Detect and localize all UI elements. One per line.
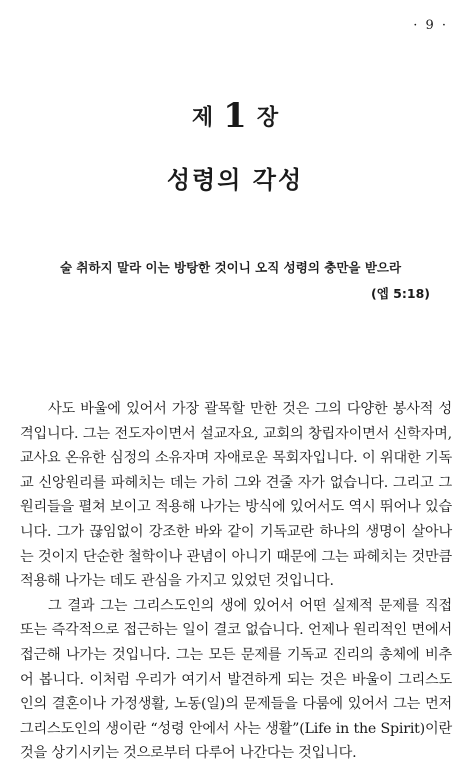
paragraph: 그 결과 그는 그리스도인의 생에 있어서 어떤 실제적 문제를 직접 또는 즉각적으로 접근하는 일이 결코 없습니다. 언제나 원리적인 면에서 접근해 나가는 것입니다. 그는 모든 문제를 기독교 진리의 총체에 비추어 봅니다. 이처럼 우리가 여기서 발견하게 되는 것은 바울이 그리스도인의 결혼이나 가정생활, 노동(일)의 문제들을 다룸에 있어서 그는 먼저 그리스도인의 생이란 “성령 안에서 사는 생활”(Life in the Spirit)이란 것을 상기시키는 것으로부터 다루어 나간다는 것입니다. bbox=[20, 597, 452, 762]
paragraph: 사도 바울에 있어서 가장 괄목할 만한 것은 그의 다양한 봉사적 성격입니다. 그는 전도자이면서 설교자요, 교회의 창립자이면서 신학자며, 교사요 온유한 심정의 소유자며 자애로운 목회자입니다. 이 위대한 기독교 신앙원리를 파헤치는 데는 가히 그와 견줄 자가 없습니다. 그리고 그 원리들을 펼쳐 보이고 적용해 나가는 방식에 있어서도 역시 뛰어나 있습니다. 그가 끊임없이 강조한 바와 같이 기독교란 하나의 생명이 살아나는 것이지 단순한 철학이나 관념이 아니기 때문에 그는 파헤치는 것만큼 적용해 나가는 데도 관심을 가지고 있었던 것입니다. bbox=[20, 401, 452, 590]
epigraph-reference: (엡 5:18) bbox=[371, 286, 430, 301]
chapter-title: 성령의 각성 bbox=[166, 166, 304, 194]
chapter-prefix: 제 bbox=[191, 105, 214, 131]
page-number: · 9 · bbox=[413, 18, 448, 33]
chapter-number: 1 bbox=[223, 96, 247, 136]
epigraph-text: 술 취하지 말라 이는 방탕한 것이니 오직 성령의 충만을 받으라 bbox=[60, 260, 402, 275]
epigraph bbox=[60, 258, 432, 302]
body-text bbox=[20, 397, 452, 766]
chapter-suffix: 장 bbox=[256, 105, 279, 131]
chapter-heading bbox=[0, 96, 470, 136]
